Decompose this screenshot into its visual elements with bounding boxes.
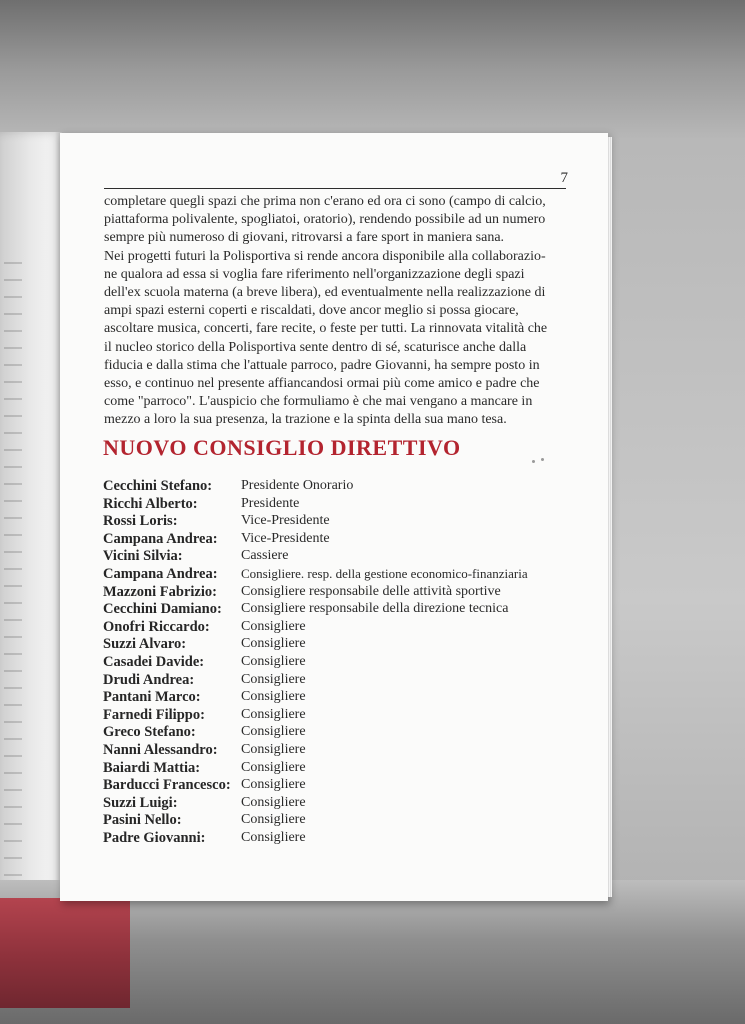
body-text-line: mezzo a loro la sua presenza, la trazione e la spinta della sua mano tesa. [104,412,507,428]
member-name: Campana Andrea: [103,565,218,582]
member-role: Vice-Presidente [241,530,330,546]
member-role: Consigliere [241,829,306,845]
board-member-row [100,742,580,760]
book-cover-edge [0,898,130,1008]
member-role: Consigliere [241,636,306,652]
body-text-line: esso, e continuo nel presente affiancandosi ormai più come amico e padre che [104,376,540,392]
member-name: Campana Andrea: [103,530,218,547]
member-role: Consigliere [241,706,306,722]
member-name: Baiardi Mattia: [103,759,201,776]
member-name: Cecchini Damiano: [103,601,222,618]
board-member-row [100,760,580,778]
member-name: Nanni Alessandro: [103,741,218,758]
board-member-row [100,548,580,566]
body-text-line: Nei progetti futuri la Polisportiva si rende ancora disponibile alla collaborazio- [104,248,546,264]
board-member-row [100,654,580,672]
body-text-line: ascoltare musica, concerti, fare recite, o feste per tutti. La rinnovata vitalità che [104,321,548,337]
section-heading: NUOVO CONSIGLIO DIRETTIVO [103,435,461,460]
facing-page-text-fragments [4,262,22,882]
member-role: Consigliere [241,777,306,793]
member-name: Cecchini Stefano: [103,478,213,494]
scan-speck [532,460,535,463]
board-member-row [100,689,580,707]
board-member-row [100,795,580,813]
member-role: Consigliere responsabile della direzione tecnica [241,601,509,617]
member-name: Mazzoni Fabrizio: [103,583,217,600]
member-role: Presidente [241,495,300,511]
board-member-row [100,672,580,690]
board-member-row [100,584,580,602]
body-text-line: fiducia e dalla stima che l'attuale parroco, padre Giovanni, ha sempre posto in [104,357,540,373]
member-role: Consigliere [241,794,306,810]
member-role: Consigliere [241,741,306,757]
board-member-row [100,707,580,725]
board-member-row [100,812,580,830]
member-name: Drudi Andrea: [103,671,195,688]
body-text-line: ampi spazi esterni coperti e riscaldati, dove ancor meglio si possa giocare, [104,303,519,319]
body-text-line: completare quegli spazi che prima non c'erano ed ora ci sono (campo di calcio, [104,194,546,209]
member-name: Padre Giovanni: [103,829,206,846]
member-name: Onofri Riccardo: [103,618,210,635]
member-name: Ricchi Alberto: [103,495,198,512]
board-member-row [100,636,580,654]
board-member-list [100,478,580,847]
member-name: Pantani Marco: [103,689,201,706]
board-member-row [100,478,580,496]
member-role: Presidente Onorario [241,478,354,493]
scan-speck [541,458,544,461]
member-name: Suzzi Alvaro: [103,636,187,653]
body-text-line: piattaforma polivalente, spogliatoi, oratorio), rendendo possibile ad un numero [104,212,546,228]
board-member-row [100,496,580,514]
member-role: Consigliere [241,618,306,634]
body-text-line: ne qualora ad essa si voglia fare riferimento nell'organizzazione degli spazi [104,266,525,282]
member-role: Consigliere. resp. della gestione economico-finanziaria [241,565,528,581]
body-text-line: come "parroco". L'auspicio che formuliamo è che mai vengano a mancare in [104,394,533,410]
body-paragraph [104,193,574,430]
member-name: Rossi Loris: [103,513,178,530]
body-text-line: dell'ex scuola materna (a breve libera), ed eventualmente nella realizzazione di [104,285,546,301]
board-member-row [100,724,580,742]
member-role: Consigliere [241,812,306,828]
member-role: Consigliere responsabile delle attività sportive [241,583,501,599]
board-member-row [100,513,580,531]
member-role: Consigliere [241,724,306,740]
header-rule [104,188,566,189]
facing-page-edge [0,132,62,902]
member-role: Consigliere [241,689,306,705]
member-name: Casadei Davide: [103,653,205,670]
board-member-row [100,777,580,795]
page-number: 7 [560,170,568,186]
board-member-row [100,601,580,619]
member-name: Vicini Silvia: [103,548,183,565]
body-text-line: sempre più numeroso di giovani, ritrovarsi a fare sport in maniera sana. [104,230,505,246]
board-member-row [100,830,580,848]
member-role: Consigliere [241,653,306,669]
member-name: Farnedi Filippo: [103,706,205,723]
member-name: Barducci Francesco: [103,777,231,794]
member-role: Consigliere [241,671,306,687]
board-member-row [100,566,580,584]
board-member-row [100,531,580,549]
member-name: Greco Stefano: [103,724,196,741]
board-member-row [100,619,580,637]
member-role: Cassiere [241,548,289,564]
member-role: Consigliere [241,759,306,775]
body-text-line: il nucleo storico della Polisportiva sente dentro di sé, scaturisce anche dalla [104,339,527,355]
member-name: Suzzi Luigi: [103,794,178,811]
book-page [60,133,608,901]
member-name: Pasini Nello: [103,812,182,829]
member-role: Vice-Presidente [241,513,330,529]
